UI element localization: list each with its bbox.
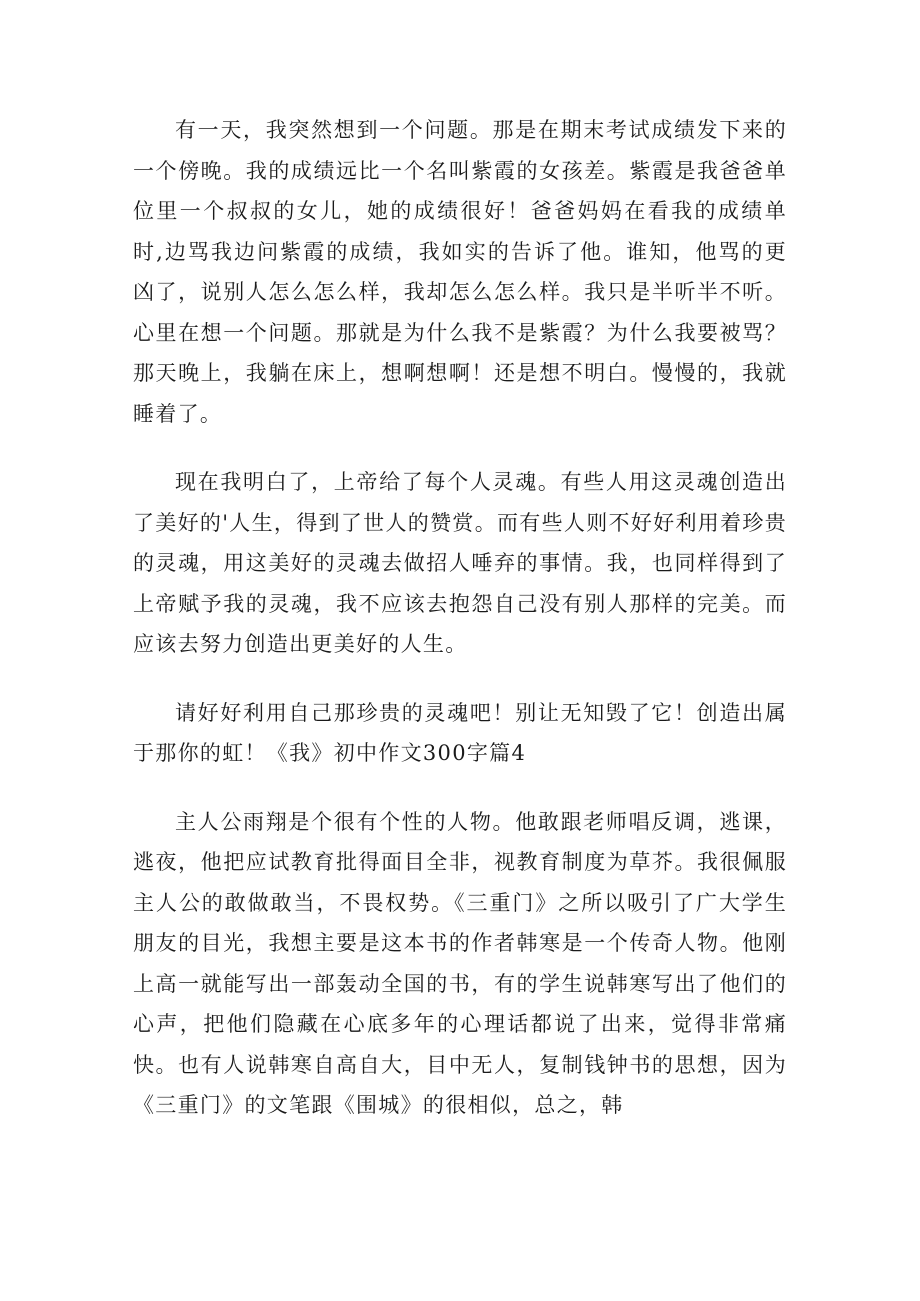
paragraph-1: 有一天，我突然想到一个问题。那是在期末考试成绩发下来的一个傍晚。我的成绩远比一个名叫紫霞的女孩差。紫霞是我爸爸单位里一个叔叔的女儿，她的成绩很好！爸爸妈妈在看我的成绩单时,边骂我边问紫霞的成绩，我如实的告诉了他。谁知，他骂的更凶了，说别人怎么怎么样，我却怎么怎么样。我只是半听半不听。心里在想一个问题。那就是为什么我不是紫霞？为什么我要被骂？那天晚上，我躺在床上，想啊想啊！还是想不明白。慢慢的，我就睡着了。 (133, 118, 787, 426)
article-body (133, 110, 787, 1126)
paragraph-3: 请好好利用自己那珍贵的灵魂吧！别让无知毁了它！创造出属于那你的虹！《我》初中作文300字篇4 (133, 700, 787, 765)
paragraph-4: 主人公雨翔是个很有个性的人物。他敢跟老师唱反调，逃课，逃夜，他把应试教育批得面目全非，视教育制度为草芥。我很佩服主人公的敢做敢当，不畏权势。《三重门》之所以吸引了广大学生朋友的目光，我想主要是这本书的作者韩寒是一个传奇人物。他刚上高一就能写出一部轰动全国的书，有的学生说韩寒写出了他们的心声，把他们隐藏在心底多年的心理话都说了出来，觉得非常痛快。也有人说韩寒自高自大，目中无人，复制钱钟书的思想，因为《三重门》的文笔跟《围城》的很相似，总之，韩 (133, 809, 787, 1117)
paragraph-2: 现在我明白了，上帝给了每个人灵魂。有些人用这灵魂创造出了美好的'人生，得到了世人的赞赏。而有些人则不好好利用着珍贵的灵魂，用这美好的灵魂去做招人唾弃的事情。我，也同样得到了上帝赋予我的灵魂，我不应该去抱怨自己没有别人那样的完美。而应该去努力创造出更美好的人生。 (133, 470, 787, 656)
